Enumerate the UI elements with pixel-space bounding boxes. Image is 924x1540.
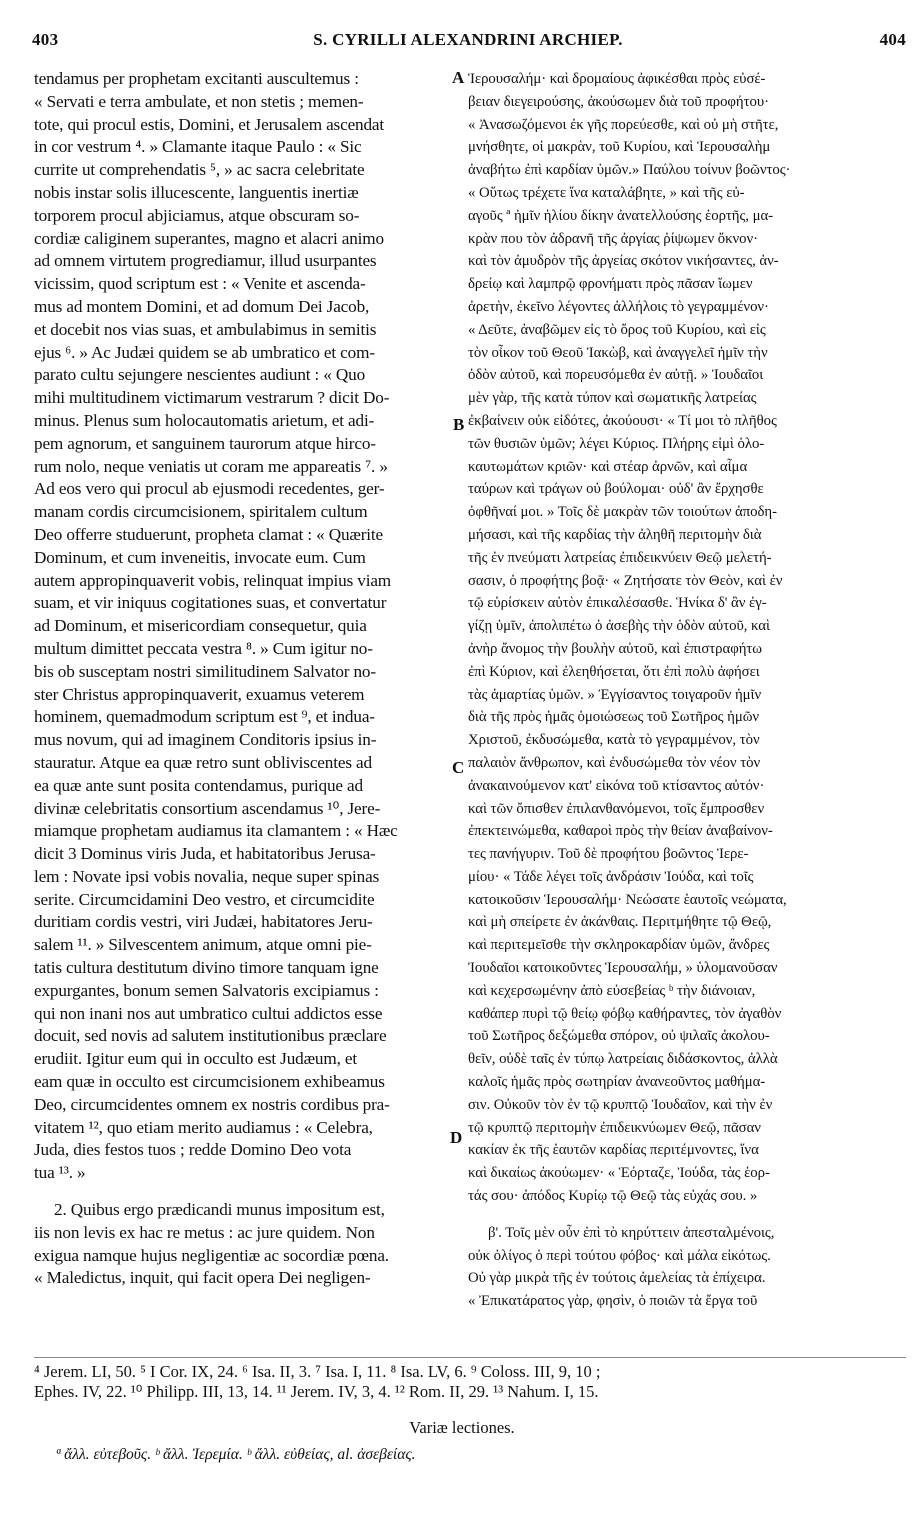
- text-line: rum nolo, neque veniatis ut coram me appareatis ⁷. »: [34, 456, 388, 476]
- text-line: « Ἐπικατάρατος γὰρ, φησὶν, ὁ ποιῶν τὰ ἔργα τοῦ: [468, 1293, 758, 1310]
- text-line: multum dimittet peccata vestra ⁸. » Cum igitur no-: [34, 638, 373, 658]
- text-line: τῶν θυσιῶν ὑμῶν; λέγει Κύριος. Πλήρης εἰμὶ ὁλο-: [468, 435, 765, 452]
- text-line: mihi multitudinem victimarum vestrarum ? dicit Do-: [34, 388, 390, 408]
- text-line: καὶ μὴ σπείρετε ἐν ἀκάνθαις. Περιτμήθητε τῷ Θεῷ,: [468, 914, 772, 931]
- text-line: Dominum, et cum inveneitis, invocate eum. Cum: [34, 547, 366, 567]
- text-line: καὶ τὸν ἀμυδρὸν τῆς ἀργείας σκότον νικήσαντες, ἀν-: [468, 253, 779, 270]
- text-line: tua ¹³. »: [34, 1163, 86, 1183]
- text-line: τῷ εὑρίσκειν αὐτὸν ἐπικαλέσασθε. Ἡνίκα δ' ἂν ἐγ-: [468, 595, 767, 612]
- text-line: serite. Circumcidamini Deo vestro, et circumcidite: [34, 889, 375, 909]
- text-line: μίου· « Τάδε λέγει τοῖς ἀνδράσιν Ἰούδα, καὶ τοῖς: [468, 868, 754, 885]
- page-number-right: 404: [879, 30, 906, 49]
- text-line: οὐκ ὀλίγος ὁ περὶ τούτου φόβος· καὶ μάλα εἰκότως.: [468, 1247, 771, 1264]
- text-line: cordiæ caliginem superantes, magno et alacri animo: [34, 228, 384, 248]
- text-line: suam, et vir iniquus cogitationes suas, et convertatur: [34, 593, 387, 613]
- text-line: autem appropinquaverit vobis, relinquat impius viam: [34, 570, 392, 590]
- text-line: torporem procul abjiciamus, atque obscuram so-: [34, 205, 360, 225]
- text-line: miamque prophetam audiamus ita clamantem : « Hæc: [34, 821, 398, 841]
- text-line: τοῦ Σωτῆρος δεξώμεθα σπόρον, οὐ ψιλαῖς ἀκολου-: [468, 1028, 770, 1045]
- text-line: τες πανήγυριν. Τοῦ δὲ προφήτου βοῶντος Ἱερε-: [468, 846, 749, 863]
- text-line: κρὰν που τὸν ἀδρανῆ τῆς ἀργίας ῥίψωμεν ὄκνον·: [468, 230, 759, 247]
- footnote-line: Ephes. IV, 22. ¹⁰ Philipp. III, 13, 14. ¹¹ Jerem. IV, 3, 4. ¹² Rom. II, 29. ¹³ Nahum. I, 15.: [34, 1382, 599, 1401]
- text-line: γίζῃ ὑμῖν, ἀπολιπέτω ὁ ἀσεβὴς τὴν ὁδὸν αὐτοῦ, καὶ: [468, 618, 770, 635]
- text-line: ἀναβήτω ἐπὶ καρδίαν ὑμῶν.» Παύλου τοίνυν βοῶντος·: [468, 162, 791, 179]
- text-line: θεῖν, οὐδὲ ταῖς ἐν τύπῳ λατρείαις διδάσκοντος, ἀλλὰ: [468, 1051, 778, 1068]
- text-line: mus ad montem Domini, et ad domum Dei Jacob,: [34, 296, 370, 316]
- paragraph-gap: [468, 1208, 908, 1222]
- text-line: καλοῖς ἡμᾶς πρὸς σωτηρίαν ἀνανεοῦντος μαθήμα-: [468, 1074, 766, 1091]
- text-line: ἀρετὴν, ἐκεῖνο λέγοντες ἀλλήλοις τὸ γεγραμμένον·: [468, 298, 769, 315]
- text-line: eam quæ in occulto est circumcisionem exhibeamus: [34, 1072, 385, 1092]
- text-line: τὰς ἁμαρτίας ὑμῶν. » Ἐγγίσαντος τοιγαροῦν ἡμῖν: [468, 686, 762, 703]
- text-line: « Ἀνασωζόμενοι ἐκ γῆς πορεύεσθε, καὶ οὐ μὴ στῆτε,: [468, 116, 779, 133]
- text-line: tote, qui procul estis, Domini, et Jerusalem ascendat: [34, 114, 385, 134]
- margin-letter-c: C: [452, 758, 465, 777]
- text-line: exigua namque hujus negligentiæ ac socordiæ pœna.: [34, 1245, 389, 1265]
- text-line: Deo, circumcidentes omnem ex nostris cordibus pra-: [34, 1094, 390, 1114]
- text-line: β'. Τοῖς μὲν οὖν ἐπὶ τὸ κηρύττειν ἀπεσταλμένοις,: [488, 1224, 775, 1241]
- text-line: μήσασι, καὶ τῆς καρδίας τὴν ἀληθῆ περιτομὴν διὰ: [468, 526, 762, 543]
- text-line: 2. Quibus ergo prædicandi munus impositum est,: [54, 1200, 385, 1220]
- text-line: dicit 3 Dominus viris Juda, et habitatoribus Jerusa-: [34, 844, 376, 864]
- text-line: docuit, sed novis ad salutem institutionibus præclare: [34, 1026, 387, 1046]
- text-line: vicissim, quod scriptum est : « Venite et ascenda-: [34, 274, 366, 294]
- text-line: καὶ περιτεμεῖσθε τὴν σκληροκαρδίαν ὑμῶν, ἄνδρες: [468, 937, 770, 954]
- text-line: τῷ κρυπτῷ περιτομὴν ἐπιδεικνύωμεν Θεῷ, πᾶσαν: [468, 1119, 761, 1136]
- text-line: καὶ κεχερσωμένην ἀπὸ εὐσεβείας ᵇ τὴν διάνοιαν,: [468, 982, 756, 999]
- text-line: lem : Novate ipsi vobis novalia, neque super spinas: [34, 866, 380, 886]
- text-line: stauratur. Atque ea quæ retro sunt obliviscentes ad: [34, 752, 372, 772]
- text-line: καθάπερ πυρὶ τῷ θείῳ φόβῳ καθήραντες, τὸν ἀγαθὸν: [468, 1005, 782, 1022]
- text-line: « Οὕτως τρέχετε ἵνα καταλάβητε, » καὶ τῆς εὐ-: [468, 184, 745, 201]
- text-line: ea quæ ante sunt posita contendamus, purique ad: [34, 775, 363, 795]
- text-line: ἐπεκτεινώμεθα, καθαροὶ πρὸς τὴν θείαν ἀναβαίνον-: [468, 823, 773, 840]
- text-line: parato cultu sejungere nescientes audiunt : « Quo: [34, 365, 366, 385]
- latin-column: [34, 68, 450, 1290]
- text-line: minus. Plenus sum holocautomatis arietum, et adi-: [34, 410, 375, 430]
- text-line: ὁδὸν αὐτοῦ, καὶ πορευσόμεθα ἐν αὐτῇ. » Ἰουδαῖοι: [468, 367, 764, 384]
- text-line: duritiam cordis vestri, viri Judæi, habitatores Jeru-: [34, 912, 373, 932]
- text-line: αγοῦς ª ἡμῖν ἡλίου δίκην ἀνατελλούσης ἑορτῆς, μα-: [468, 207, 774, 224]
- text-line: ad omnem virtutem progrediamur, illud usurpantes: [34, 251, 377, 271]
- footnote-divider: [34, 1357, 906, 1358]
- text-line: ἐκβαίνειν οὐκ εἰδότες, ἀκούουσι· « Τί μοι τὸ πλῆθος: [468, 412, 777, 429]
- text-line: tendamus per prophetam excitanti auscultemus :: [34, 69, 359, 88]
- text-line: Ἱερουσαλήμ· καὶ δρομαίους ἀφικέσθαι πρὸς εὐσέ-: [468, 71, 766, 87]
- text-line: μὲν γὰρ, τῆς κατὰ τύπον καὶ σωματικῆς λατρείας: [468, 390, 757, 407]
- text-line: bis ob susceptam nostri similitudinem Salvator no-: [34, 661, 376, 681]
- variae-lectiones-heading: Variæ lectiones.: [409, 1418, 515, 1437]
- margin-letter-a: A: [452, 68, 465, 87]
- text-line: expurgantes, bonum semen Salvatoris excipiamus :: [34, 980, 379, 1000]
- greek-column: [468, 68, 908, 1313]
- text-line: « Maledictus, inquit, qui facit opera Dei negligen-: [34, 1268, 371, 1288]
- text-line: et docebit nos vias suas, et ambulabimus in semitis: [34, 319, 377, 339]
- text-line: « Servati e terra ambulate, et non stetis ; memen-: [34, 91, 364, 111]
- text-line: Ad eos vero qui procul ab ejusmodi recedentes, ger-: [34, 479, 385, 499]
- text-line: κατοικοῦσιν Ἱερουσαλήμ· Νεώσατε ἑαυτοῖς νεώματα,: [468, 891, 787, 908]
- text-line: καὶ τῶν ὄπισθεν ἐπιλανθανόμενοι, τοῖς ἔμπροσθεν: [468, 800, 765, 817]
- text-line: Χριστοῦ, ἐκδυσώμεθα, κατὰ τὸ γεγραμμένον, τὸν: [468, 732, 760, 749]
- text-line: iis non levis ex hac re metus : ac jure quidem. Non: [34, 1222, 375, 1242]
- text-line: παλαιὸν ἄνθρωπον, καὶ ἐνδυσώμεθα τὸν νέον τὸν: [468, 754, 761, 771]
- margin-letter-b: B: [453, 415, 465, 434]
- variae-lectiones: ª ἄλλ. εὐτεβοῦς. ᵇ ἄλλ. Ἰερεμία. ᵇ ἄλλ. εὐθείας, al. ἀσεβείας.: [56, 1446, 416, 1463]
- page-number-left: 403: [32, 30, 59, 49]
- text-line: καυτωμάτων κριῶν· καὶ στέαρ ἀρνῶν, καὶ αἷμα: [468, 458, 748, 475]
- text-line: δρείῳ καὶ λαμπρῷ φρονήματι πρὸς πᾶσαν ἴωμεν: [468, 276, 753, 293]
- text-line: Ἰουδαῖοι κατοικοῦντες Ἱερουσαλήμ, » ὑλομανοῦσαν: [468, 960, 778, 977]
- text-line: in cor vestrum ⁴. » Clamante itaque Paulo : « Sic: [34, 137, 362, 157]
- text-line: βειαν διεγειρούσης, ἀκούσωμεν διὰ τοῦ προφήτου·: [468, 93, 770, 110]
- text-line: divinæ celebritatis consortium ascendamus ¹⁰, Jere-: [34, 798, 381, 818]
- text-line: σασιν, ὁ προφήτης βοᾷ· « Ζητήσατε τὸν Θεὸν, καὶ ἐν: [468, 572, 783, 589]
- text-line: σιν. Οὐκοῦν τὸν ἐν τῷ κρυπτῷ Ἰουδαῖον, καὶ τὴν ἐν: [468, 1096, 773, 1113]
- text-line: pem agnorum, et sanguinem taurorum atque hirco-: [34, 433, 376, 453]
- margin-letter-d: D: [450, 1128, 463, 1147]
- text-line: Οὐ γὰρ μικρὰ τῆς ἐν τούτοις ἀμελείας τὰ ἐπίχειρα.: [468, 1270, 766, 1287]
- text-line: ejus ⁶. » Ac Judæi quidem se ab umbratico et com-: [34, 342, 375, 362]
- text-line: qui non inani nos aut umbratico cultui addictos esse: [34, 1003, 383, 1023]
- running-title: S. CYRILLI ALEXANDRINI ARCHIEP.: [313, 30, 623, 49]
- footnote-line: ⁴ Jerem. LI, 50. ⁵ I Cor. IX, 24. ⁶ Isa. II, 3. ⁷ Isa. I, 11. ⁸ Isa. LV, 6. ⁹ Coloss. III, 9, 10 ;: [34, 1362, 601, 1381]
- text-line: Juda, dies festos tuos ; redde Domino Deo vota: [34, 1140, 352, 1160]
- text-line: Deo offerre studuerunt, propheta clamat : « Quærite: [34, 524, 384, 544]
- text-line: τὸν οἶκον τοῦ Θεοῦ Ἰακὼβ, καὶ ἀναγγελεῖ ἡμῖν τὴν: [468, 344, 768, 361]
- text-line: μνήσθητε, οἱ μακρὰν, τοῦ Κυρίου, καὶ Ἱερουσαλὴμ: [468, 139, 771, 156]
- text-line: ἐπὶ Κύριον, καὶ ἐλεηθήσεται, ὅτι ἐπὶ πολὺ ἀφήσει: [468, 663, 760, 680]
- text-line: ἀνακαινούμενον κατ' εἰκόνα τοῦ κτίσαντος αὐτόν·: [468, 777, 765, 794]
- text-line: currite ut comprehendatis ⁵, » ac sacra celebritate: [34, 160, 365, 180]
- text-line: ἀνὴρ ἄνομος τὴν βουλὴν αὐτοῦ, καὶ ἐπιστραφήτω: [468, 640, 762, 657]
- text-line: τάς σου· ἀπόδος Κυρίῳ τῷ Θεῷ τὰς εὐχάς σου. »: [468, 1188, 758, 1205]
- page-header: [30, 30, 906, 60]
- text-line: καὶ δικαίως ἀκούωμεν· « Ἑόρταζε, Ἰούδα, τὰς ἑορ-: [468, 1165, 770, 1182]
- text-line: mus novum, qui ad imaginem Conditoris ipsius in-: [34, 730, 377, 750]
- text-line: ster Christus appropinquaverit, exuamus veterem: [34, 684, 365, 704]
- text-line: κακίαν ἐκ τῆς ἑαυτῶν καρδίας περιτέμνοντες, ἵνα: [468, 1142, 759, 1159]
- text-line: salem ¹¹. » Silvescentem animum, atque omni pie-: [34, 935, 372, 955]
- text-line: « Δεῦτε, ἀναβῶμεν εἰς τὸ ὄρος τοῦ Κυρίου, καὶ εἰς: [468, 321, 766, 338]
- text-line: ταύρων καὶ τράγων οὐ βούλομαι· οὐδ' ἂν ἔρχησθε: [468, 481, 764, 498]
- text-line: ad Dominum, et misericordiam consequetur, quia: [34, 616, 367, 636]
- text-line: hominem, quemadmodum scriptum est ⁹, et indua-: [34, 707, 375, 727]
- text-line: nobis instar solis illucescente, languentis inertiæ: [34, 182, 359, 202]
- text-line: ὀφθῆναί μοι. » Τοῖς δὲ μακρὰν τῶν τοιούτων ἀποδη-: [468, 504, 777, 521]
- text-line: tatis cultura destitutum divino timore tanquam igne: [34, 958, 379, 978]
- text-line: manam cordis circumcisionem, spiritalem cultum: [34, 502, 368, 522]
- text-line: διὰ τῆς πρὸς ἡμᾶς ὁμοιώσεως τοῦ Σωτῆρος ἡμῶν: [468, 709, 760, 726]
- footnotes: [34, 1362, 904, 1402]
- text-line: erudiit. Igitur eum qui in occulto est Judæum, et: [34, 1049, 357, 1069]
- text-line: τῆς ἐν πνεύματι λατρείας ἐπιδεικνύειν Θεῷ μελετή-: [468, 549, 772, 566]
- text-line: vitatem ¹², quo etiam merito audiamus : « Celebra,: [34, 1117, 373, 1137]
- paragraph-gap: [34, 1185, 450, 1199]
